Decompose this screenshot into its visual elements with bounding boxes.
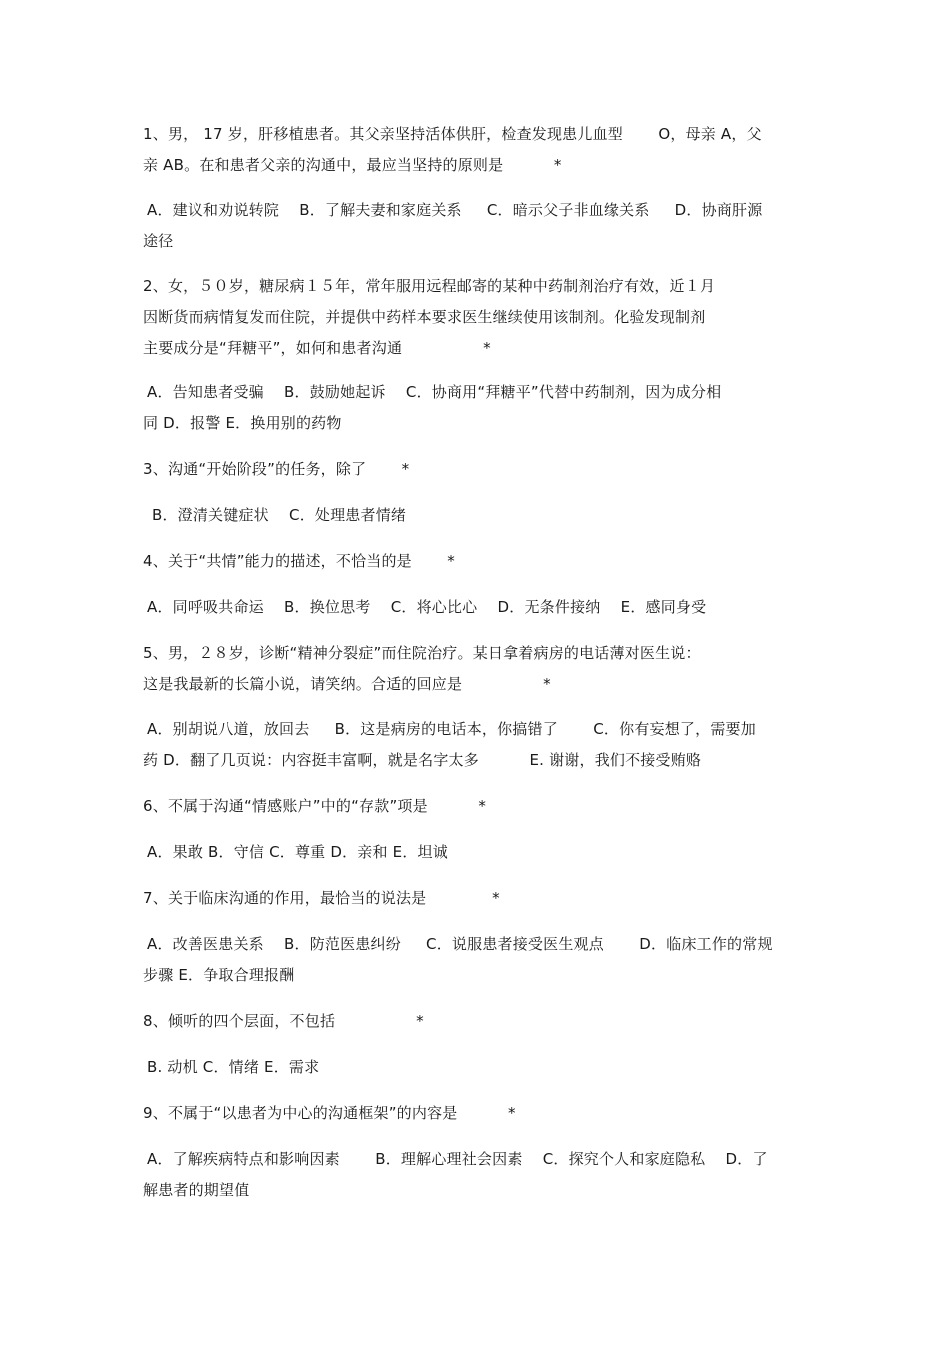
q2-options-line-1: A．告知患者受骗 B．鼓励她起诉 C．协商用“拜糖平”代替中药制剂，因为成分相 — [147, 383, 722, 401]
q9-options-line-1: A．了解疾病特点和影响因素 B．理解心理社会因素 C．探究个人和家庭隐私 D．了 — [147, 1150, 768, 1168]
q5-stem-line-2: 这是我最新的长篇小说，请笑纳。合适的回应是 * — [143, 675, 551, 693]
q5-options-line-1: A．别胡说八道，放回去 B．这是病房的电话本，你搞错了 C．你有妄想了，需要加 — [147, 720, 756, 738]
q2-stem-line-3: 主要成分是“拜糖平”，如何和患者沟通 * — [143, 339, 491, 357]
q4-stem: 4、关于“共情”能力的描述，不恰当的是 * — [143, 552, 455, 570]
q7-options-line-2: 步骤 E．争取合理报酬 — [143, 966, 295, 984]
q6-stem: 6、不属于沟通“情感账户”中的“存款”项是 * — [143, 797, 487, 815]
q4-options: A．同呼吸共命运 B．换位思考 C．将心比心 D．无条件接纳 E．感同身受 — [147, 598, 707, 616]
q5-stem-line-1: 5、男，２８岁，诊断“精神分裂症”而住院治疗。某日拿着病房的电话薄对医生说： — [143, 644, 701, 662]
q3-stem: 3、沟通“开始阶段”的任务，除了 * — [143, 460, 410, 478]
q6-options: A．果敢 B．守信 C．尊重 D．亲和 E．坦诚 — [147, 843, 448, 861]
q1-stem-line-2: 亲 AB。在和患者父亲的沟通中，最应当坚持的原则是 * — [143, 156, 562, 174]
q1-stem-line-1: 1、男， 17 岁，肝移植患者。其父亲坚持活体供肝，检查发现患儿血型 O，母亲 A，父 — [143, 125, 762, 143]
q5-options-line-2: 药 D．翻了几页说：内容挺丰富啊，就是名字太多 E. 谢谢，我们不接受贿赂 — [143, 751, 702, 769]
q1-options-line-1: A．建议和劝说转院 B．了解夫妻和家庭关系 C．暗示父子非血缘关系 D．协商肝源 — [147, 201, 763, 219]
q2-options-line-2: 同 D．报警 E．换用别的药物 — [143, 414, 342, 432]
q2-stem-line-1: 2、女，５０岁，糖尿病１５年，常年服用远程邮寄的某种中药制剂治疗有效，近１月 — [143, 277, 716, 295]
q1-options-line-2: 途径 — [143, 232, 174, 250]
q9-stem: 9、不属于“以患者为中心的沟通框架”的内容是 * — [143, 1104, 516, 1122]
q2-stem-line-2: 因断货而病情复发而住院，并提供中药样本要求医生继续使用该制剂。化验发现制剂 — [143, 308, 706, 326]
q9-options-line-2: 解患者的期望值 — [143, 1181, 250, 1199]
q7-stem: 7、关于临床沟通的作用，最恰当的说法是 * — [143, 889, 500, 907]
q7-options-line-1: A．改善医患关系 B．防范医患纠纷 C．说服患者接受医生观点 D．临床工作的常规 — [147, 935, 773, 953]
q8-stem: 8、倾听的四个层面，不包括 * — [143, 1012, 424, 1030]
q3-options: B．澄清关键症状 C．处理患者情绪 — [147, 506, 407, 524]
q8-options: B. 动机 C．情绪 E．需求 — [147, 1058, 320, 1076]
